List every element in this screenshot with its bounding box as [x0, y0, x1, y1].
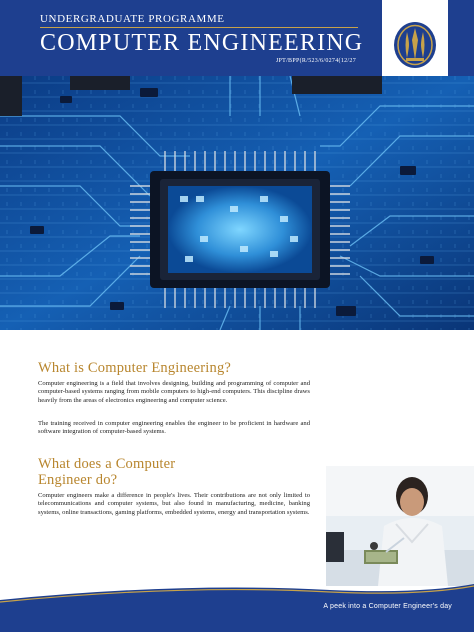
section-heading-what-does-line2: Engineer do? — [38, 472, 118, 488]
page-title: COMPUTER ENGINEERING — [40, 30, 364, 56]
circuit-board-image — [0, 76, 474, 330]
section-heading-what-is: What is Computer Engineering? — [38, 360, 232, 376]
engineer-photo — [326, 466, 474, 586]
section1-paragraph-1: Computer engineering is a field that involves designing, building and programming of computer and computer-based systems ranging from mobile computers to high-end computers. This discipline draws heavily from the areas of electronics engineering and computer science. — [38, 380, 310, 404]
engineer-photo-graphic — [326, 466, 474, 586]
section1-paragraph-2: The training received in computer engineering enables the engineer to be proficient in hardware and software integration of computer-based systems. — [38, 420, 310, 436]
programme-kicker: UNDERGRADUATE PROGRAMME — [40, 13, 225, 25]
photo-caption: A peek into a Computer Engineer's day — [323, 603, 452, 610]
header-divider — [40, 27, 358, 28]
circuit-board-graphic — [0, 76, 474, 330]
section2-paragraph-1: Computer engineers make a difference in people's lives. Their contributions are not only limited to telecommunications and computer systems, but also found in manufacturing, medicine, banking systems, online transactions, gaming platforms, embedded systems, energy and transportation systems. — [38, 492, 310, 516]
section-heading-what-does-line1: What does a Computer — [38, 456, 176, 472]
reference-code: JPT/BPP(R/523/6/0274(12/27 — [275, 58, 356, 64]
utp-crest-icon — [392, 20, 438, 70]
